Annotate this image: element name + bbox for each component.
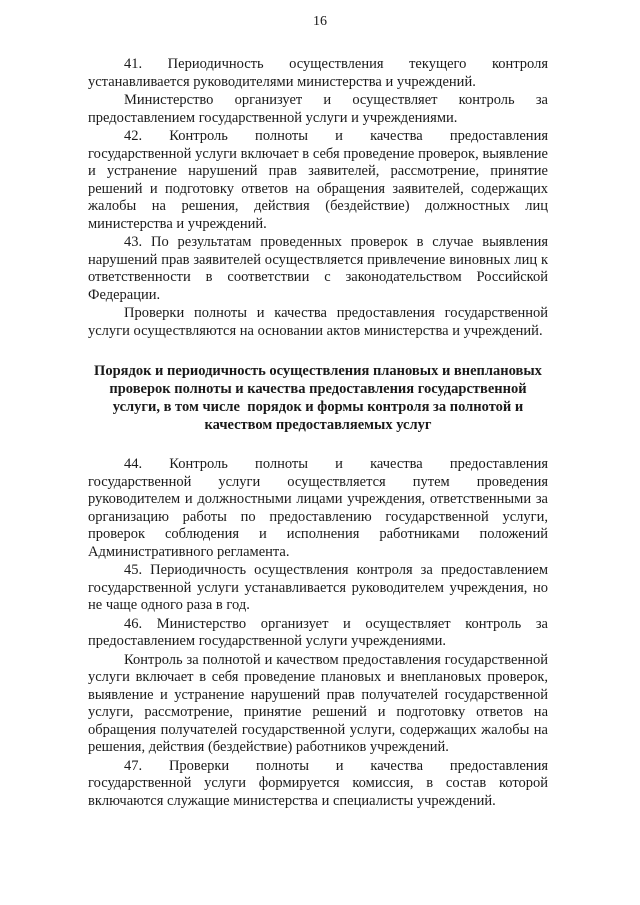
- section-heading: Порядок и периодичность осуществления плановых и внеплановых проверок полноты и качества предоставления государственной услуги, в том числе порядок и формы контроля за полнотой и качеством предоставляемых услуг: [94, 363, 542, 433]
- paragraph-41: 41. Периодичность осуществления текущего контроля устанавливается руководителями министерства и учреждений.: [88, 56, 548, 90]
- paragraph-43: 43. По результатам проведенных проверок в случае выявления нарушений прав заявителей осуществляется привлечение виновных лиц к ответственности в соответствии с законодательством Российской Федерации.: [88, 234, 548, 303]
- paragraph-42: 42. Контроль полноты и качества предоставления государственной услуги включает в себя проведение проверок, выявление и устранение нарушений прав заявителей, рассмотрение, принятие решений и подготовку ответов на обращения заявителей, содержащих жалобы на решения, действия (бездействие) должностных лиц министерства и учреждений.: [88, 128, 548, 232]
- paragraph-46: 46. Министерство организует и осуществляет контроль за предоставлением государственной услуги учреждениями.: [88, 615, 548, 649]
- paragraph-44: 44. Контроль полноты и качества предоставления государственной услуги осуществляется путем проведения руководителем и должностными лицами учреждения, ответственными за организацию работы по предоставлению государственной услуги, проверок соблюдения и исполнения работниками положений Административного регламента.: [88, 456, 548, 560]
- paragraph-ministry-control: Министерство организует и осуществляет контроль за предоставлением государственной услуги и учреждениями.: [88, 92, 548, 126]
- paragraph-47: 47. Проверки полноты и качества предоставления государственной услуги формируется комиссия, в состав которой включаются служащие министерства и специалисты учреждений.: [88, 757, 548, 809]
- paragraph-checks-basis: Проверки полноты и качества предоставления государственной услуги осуществляются на основании актов министерства и учреждений.: [88, 305, 548, 339]
- page-number: 16: [313, 14, 327, 29]
- paragraph-control-scope: Контроль за полнотой и качеством предоставления государственной услуги включает в себя проведение плановых и внеплановых проверок, выявление и устранение нарушений прав получателей государственной услуги, рассмотрение, принятие решений и подготовку ответов на обращения получателей государственной услуги, содержащих жалобы на решения, действия (бездействие) работников учреждений.: [88, 651, 548, 755]
- document-body: [88, 56, 548, 811]
- paragraph-45: 45. Периодичность осуществления контроля за предоставлением государственной услуги устанавливается руководителем учреждения, но не чаще одного раза в год.: [88, 562, 548, 613]
